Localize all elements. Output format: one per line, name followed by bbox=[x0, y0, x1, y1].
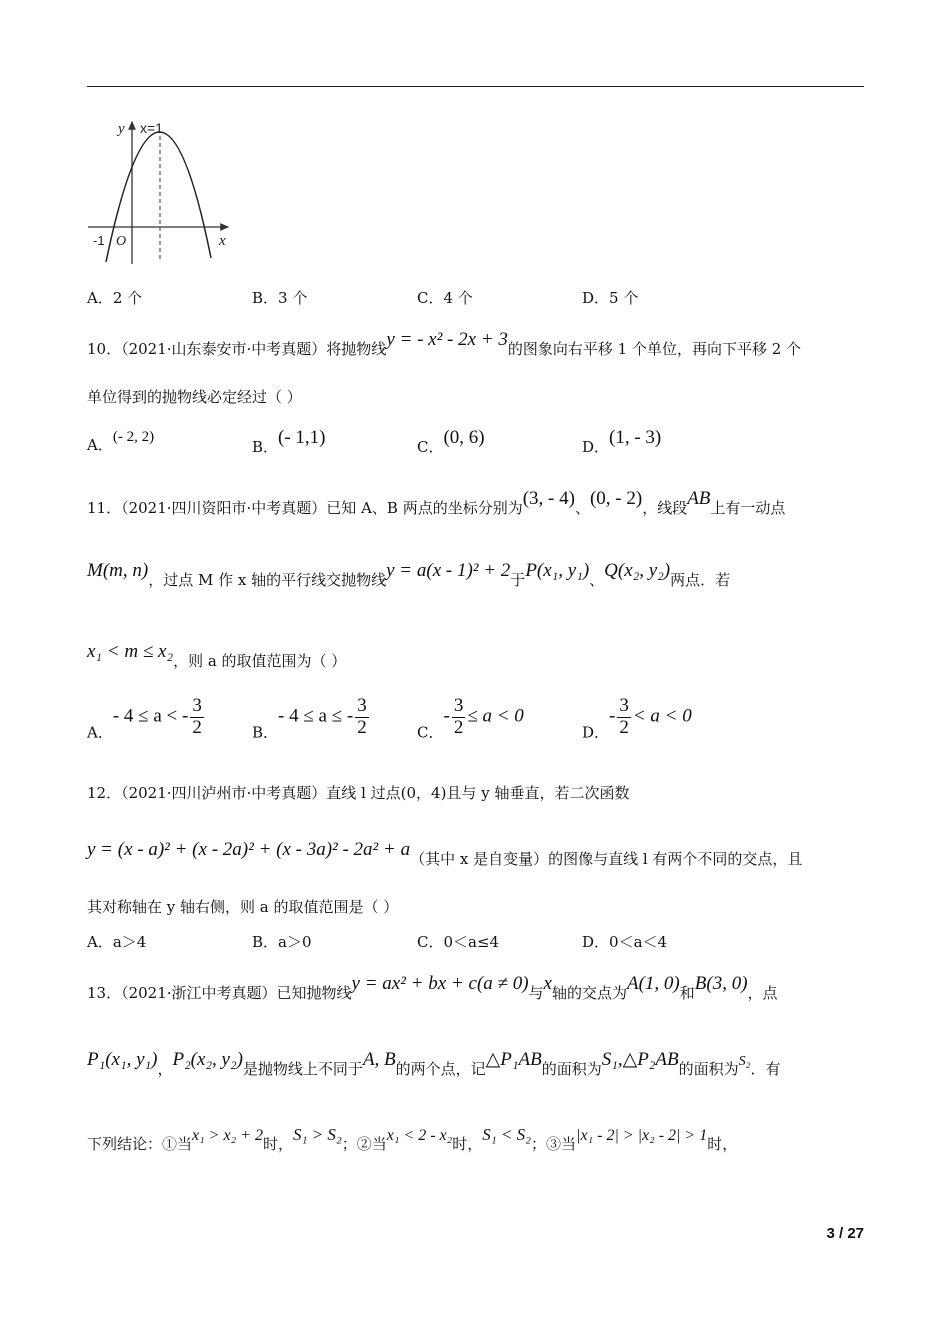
header-rule bbox=[87, 86, 864, 87]
origin-label: O bbox=[116, 234, 127, 249]
q13-formula: y = ax² + bx + c(a ≠ 0) bbox=[351, 973, 529, 994]
q13-source: （2021·浙江中考真题）已知抛物线 bbox=[121, 984, 352, 1002]
q10-number: 10． bbox=[87, 340, 122, 358]
q11-parabola: y = a(x - 1)² + 2 bbox=[386, 560, 511, 581]
q10-formula: y = - x² - 2x + 3 bbox=[386, 329, 508, 350]
q11-segment: AB bbox=[687, 488, 711, 509]
q13-p1: P₁(x₁, y₁) bbox=[87, 1049, 158, 1070]
q13-cond-2: x₁ < 2 - x₂ bbox=[386, 1127, 453, 1144]
q10-option-d: D．(1, - 3) bbox=[582, 427, 662, 456]
q10-text-a: 的图象向右平移 1 个单位，再向下平移 2 个 bbox=[507, 340, 802, 358]
q12-option-b: B．a＞0 bbox=[252, 933, 312, 951]
q10-option-a-value: (- 2, 2) bbox=[112, 429, 155, 445]
q13-number: 13． bbox=[87, 984, 122, 1002]
q9-option-d: D．5 个 bbox=[582, 289, 639, 307]
q13-p2: P₂(x₂, y₂) bbox=[172, 1049, 243, 1070]
q10-option-c-value: (0, 6) bbox=[443, 427, 485, 448]
q11-option-b: B．- 4 ≤ a ≤ - $\frac{3}{2}$ bbox=[252, 695, 367, 742]
q12-option-a: A．a＞4 bbox=[87, 933, 147, 951]
q11-line-2: M(m, n)，过点 M 作 x 轴的平行线交抛物线y = a(x - 1)² + 2于P(x₁, y₁)、Q(x₂, y₂)两点．若 bbox=[87, 560, 731, 589]
q11-option-a: A．- 4 ≤ a < - $\frac{3}{2}$ bbox=[87, 695, 202, 742]
q11-option-c: C．- $\frac{3}{2}$ ≤ a < 0 bbox=[417, 695, 524, 742]
q10-source: （2021·山东泰安市·中考真题）将抛物线 bbox=[121, 340, 387, 358]
q11-number: 11． bbox=[87, 499, 122, 517]
symmetry-label: x=1 bbox=[140, 120, 163, 136]
q9-option-a: A．2 个 bbox=[87, 289, 143, 307]
q12-line-3: 其对称轴在 y 轴右侧，则 a 的取值范围是（ ） bbox=[87, 898, 399, 916]
q10-option-c: C．(0, 6) bbox=[417, 427, 485, 456]
q13-point-b: B(3, 0) bbox=[694, 973, 748, 994]
q11-point-1: (3, - 4) bbox=[522, 488, 575, 509]
q10-option-b: B．(- 1,1) bbox=[252, 427, 326, 456]
q13-cond-1: x₁ > x₂ + 2 bbox=[192, 1127, 263, 1144]
parabola-graph bbox=[85, 114, 235, 269]
q12-line-2: y = (x - a)² + (x - 2a)² + (x - 3a)² - 2a² + a（其中 x 是自变量）的图像与直线 l 有两个不同的交点，且 bbox=[87, 839, 803, 868]
q9-option-b: B．3 个 bbox=[252, 289, 308, 307]
q10-option-d-value: (1, - 3) bbox=[609, 427, 662, 448]
q10-option-b-value: (- 1,1) bbox=[278, 427, 326, 448]
q12-option-d: D．0＜a＜4 bbox=[582, 933, 668, 951]
q11-point-2: (0, - 2) bbox=[589, 488, 643, 509]
q10-line-1 bbox=[87, 329, 802, 361]
y-axis-label: y bbox=[118, 121, 125, 137]
q13-line-3: 下列结论：①当x₁ > x₂ + 2时，S₁ > S₂；②当x₁ < 2 - x₂时，S₁ < S₂；③当|x₁ - 2| > |x₂ - 2| > 1时， bbox=[87, 1125, 738, 1153]
q11-p-point: P(x₁, y₁) bbox=[525, 560, 590, 581]
q11-line-3: x₁ < m ≤ x₂，则 a 的取值范围为（ ） bbox=[87, 641, 347, 670]
q11-q-point: Q(x₂, y₂) bbox=[604, 560, 671, 581]
q13-cond-3: |x₁ - 2| > |x₂ - 2| > 1 bbox=[576, 1127, 708, 1144]
q12-number: 12． bbox=[87, 784, 122, 802]
q11-line-1: 11．（2021·四川资阳市·中考真题）已知 A、B 两点的坐标分别为(3, - 4)、(0, - 2)，线段AB上有一动点 bbox=[87, 488, 786, 517]
x-axis-label: x bbox=[219, 233, 226, 249]
q9-option-c: C．4 个 bbox=[417, 289, 473, 307]
q11-condition: x₁ < m ≤ x₂ bbox=[87, 641, 174, 662]
q10-option-a: A．(- 2, 2) bbox=[87, 429, 155, 454]
q12-formula: y = (x - a)² + (x - 2a)² + (x - 3a)² - 2a² + a bbox=[87, 839, 411, 860]
page-number: 3 / 27 bbox=[826, 1225, 864, 1242]
q10-line-2: 单位得到的抛物线必定经过（ ） bbox=[87, 388, 302, 406]
q13-line-2: P₁(x₁, y₁)，P₂(x₂, y₂)是抛物线上不同于A, B的两个点，记△P₁AB的面积为S₁,△P₂AB的面积为S₂．有 bbox=[87, 1049, 781, 1078]
q11-source: （2021·四川资阳市·中考真题）已知 A、B 两点的坐标分别为 bbox=[121, 499, 523, 517]
q12-option-c: C．0＜a≤4 bbox=[417, 933, 500, 951]
q13-point-a: A(1, 0) bbox=[627, 973, 680, 994]
tick-neg1: -1 bbox=[93, 233, 105, 248]
q12-source: （2021·四川泸州市·中考真题）直线 l 过点(0，4)且与 y 轴垂直，若二次函数 bbox=[121, 784, 630, 802]
q11-option-d: D．- $\frac{3}{2}$ < a < 0 bbox=[582, 695, 692, 742]
q13-line-1: 13．（2021·浙江中考真题）已知抛物线y = ax² + bx + c(a ≠ 0)与x轴的交点为A(1, 0)和B(3, 0)，点 bbox=[87, 973, 778, 1002]
q12-line-1 bbox=[87, 784, 629, 802]
q11-m-point: M(m, n) bbox=[87, 560, 149, 581]
